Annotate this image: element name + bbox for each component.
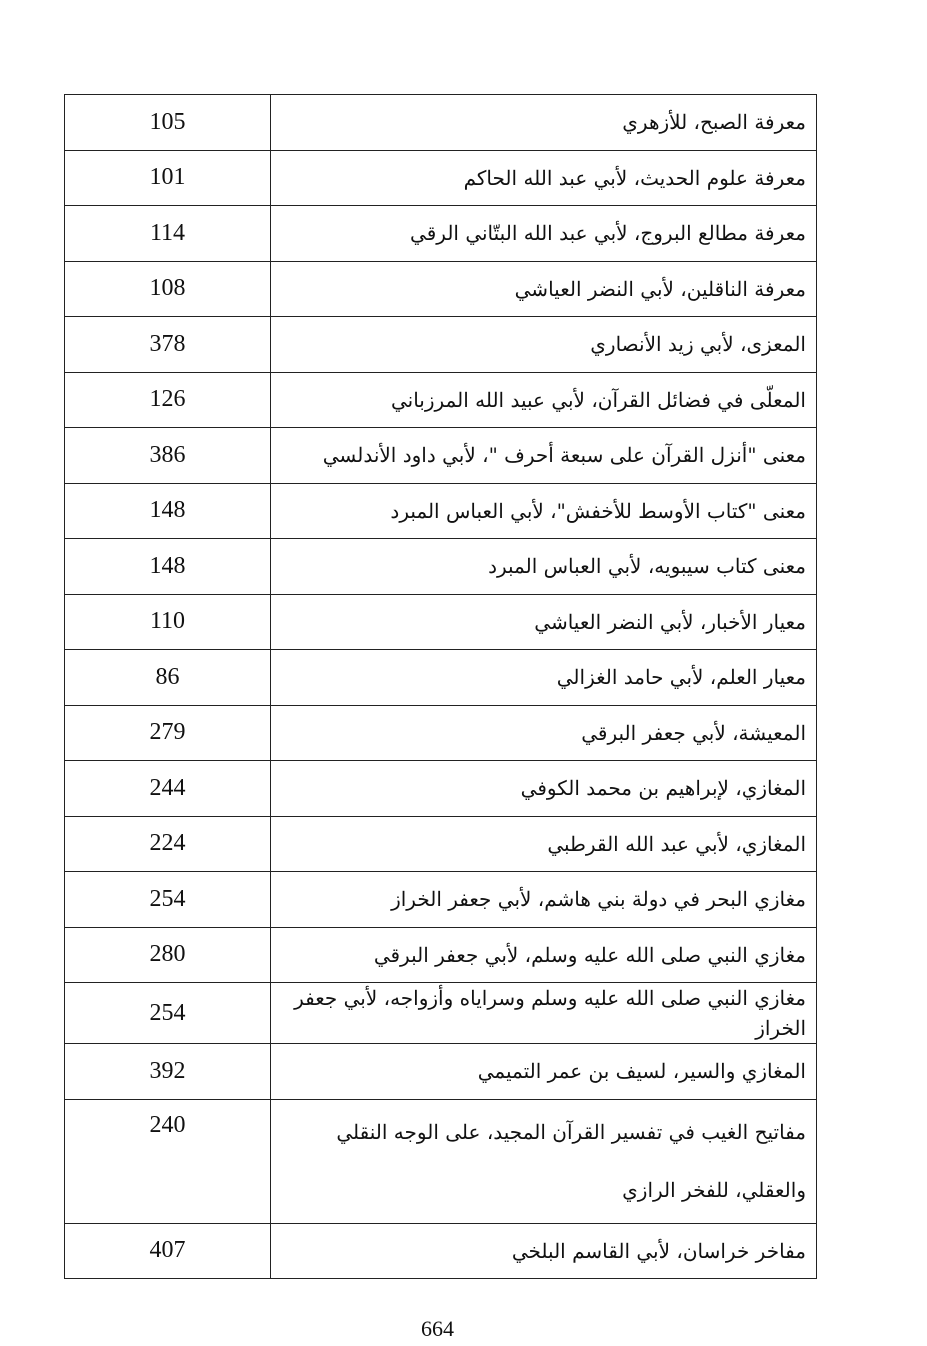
table-row [65,650,817,706]
page-ref: 148 [65,539,271,595]
book-title: معنى كتاب سيبويه، لأبي العباس المبرد [271,539,817,595]
book-title: معنى "كتاب الأوسط للأخفش"، لأبي العباس المبرد [271,483,817,539]
table-row [65,95,817,151]
page-ref: 254 [65,983,271,1044]
table-row [65,261,817,317]
book-index-table [64,94,817,1279]
book-title: مغازي النبي صلى الله عليه وسلم، لأبي جعفر البرقي [271,927,817,983]
page-ref: 244 [65,761,271,817]
table-row [65,594,817,650]
page-number: 664 [421,1316,454,1341]
page-ref: 254 [65,872,271,928]
book-title: معيار العلم، لأبي حامد الغزالي [271,650,817,706]
table-row [65,317,817,373]
book-title: مفاتيح الغيب في تفسير القرآن المجيد، على الوجه النقلي والعقلي، للفخر الرازي [271,1099,817,1223]
book-title: معرفة الصبح، للأزهري [271,95,817,151]
table-row [65,705,817,761]
page-ref: 86 [65,650,271,706]
table-row [65,761,817,817]
page-ref: 105 [65,95,271,151]
book-title: معنى "أنزل القرآن على سبعة أحرف "، لأبي داود الأندلسي [271,428,817,484]
table-row [65,1223,817,1279]
table-row [65,1044,817,1100]
book-title: المغازي، لأبي عبد الله القرطبي [271,816,817,872]
page-ref: 386 [65,428,271,484]
table-row [65,816,817,872]
page-ref: 126 [65,372,271,428]
book-title: مغازي النبي صلى الله عليه وسلم وسراياه وأزواجه، لأبي جعفر الخراز [271,983,817,1044]
book-title: معرفة الناقلين، لأبي النضر العياشي [271,261,817,317]
table-row [65,428,817,484]
page-ref: 280 [65,927,271,983]
table-row [65,872,817,928]
book-title: المعزى، لأبي زيد الأنصاري [271,317,817,373]
page-ref: 101 [65,150,271,206]
book-title: معرفة علوم الحديث، لأبي عبد الله الحاكم [271,150,817,206]
page-ref: 224 [65,816,271,872]
book-title: معيار الأخبار، لأبي النضر العياشي [271,594,817,650]
table-row [65,372,817,428]
table-row [65,150,817,206]
book-title: المعيشة، لأبي جعفر البرقي [271,705,817,761]
table-row [65,206,817,262]
table-row [65,927,817,983]
page-ref: 110 [65,594,271,650]
book-title: المغازي والسير، لسيف بن عمر التميمي [271,1044,817,1100]
page-ref: 108 [65,261,271,317]
book-title: مفاخر خراسان، لأبي القاسم البلخي [271,1223,817,1279]
book-title: مغازي البحر في دولة بني هاشم، لأبي جعفر الخراز [271,872,817,928]
table-row [65,983,817,1044]
page-ref: 148 [65,483,271,539]
table-row [65,539,817,595]
page-ref: 407 [65,1223,271,1279]
page-ref: 279 [65,705,271,761]
book-title: المغازي، لإبراهيم بن محمد الكوفي [271,761,817,817]
page-ref: 392 [65,1044,271,1100]
page-ref: 240 [65,1099,271,1223]
page-ref: 114 [65,206,271,262]
book-title: المعلّى في فضائل القرآن، لأبي عبيد الله المرزباني [271,372,817,428]
table-row [65,483,817,539]
page-ref: 378 [65,317,271,373]
table-row [65,1099,817,1223]
book-title: معرفة مطالع البروج، لأبي عبد الله البتّاني الرقي [271,206,817,262]
